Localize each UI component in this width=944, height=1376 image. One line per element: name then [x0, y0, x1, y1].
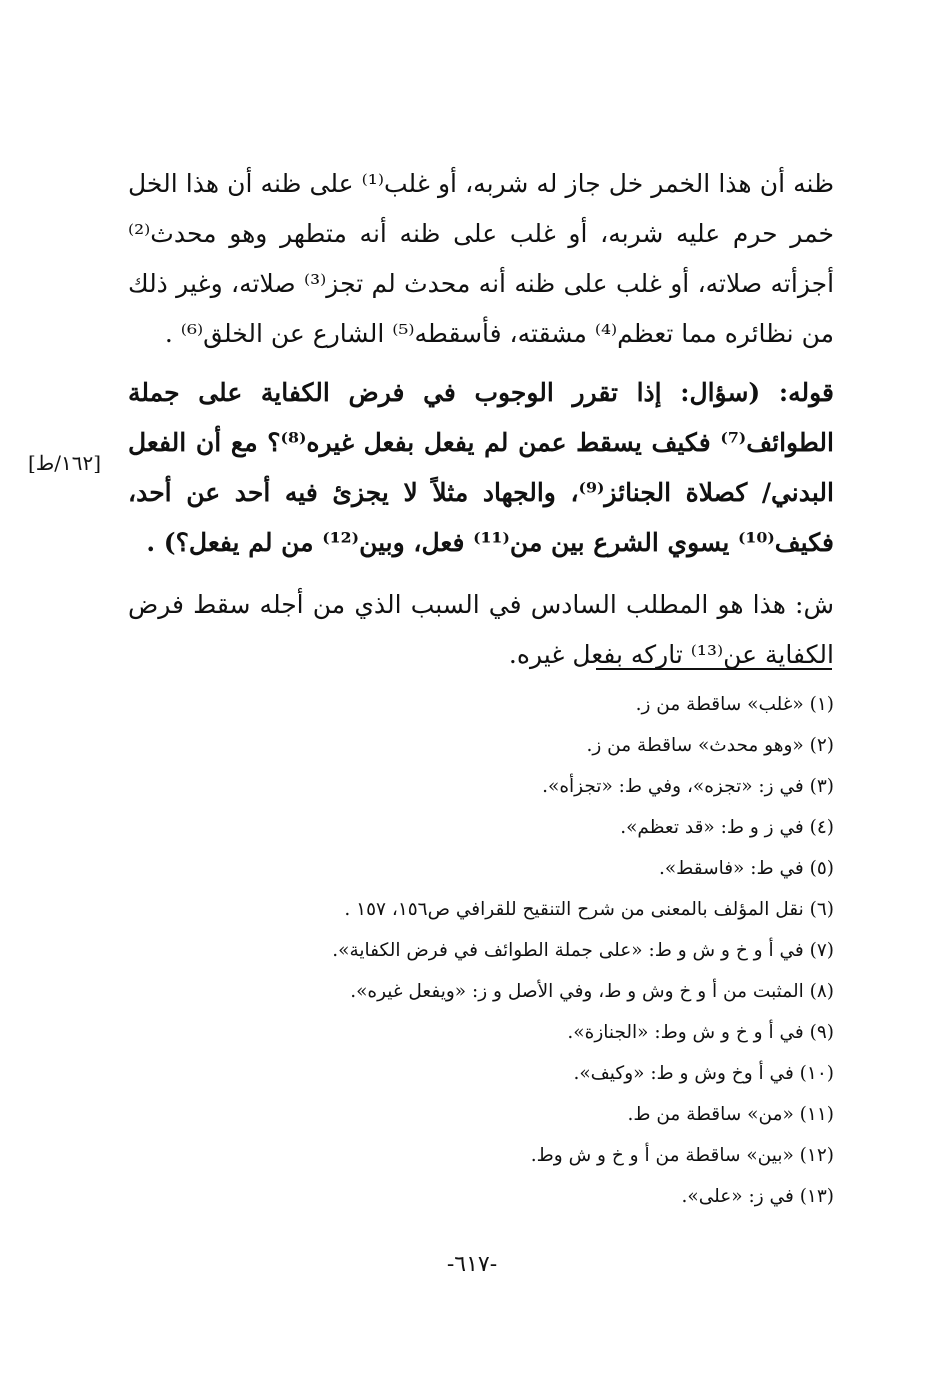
footnote-7: (٧) في أ و خ و ش و ط: «على جملة الطوائف في فرض الكفاية». [332, 940, 834, 961]
commentary-paragraph: ش: هذا هو المطلب السادس في السبب الذي من أجله سقط فرض الكفاية عن⁽¹³⁾ تاركه بفعل غيره. [128, 590, 834, 669]
footnote-2: (٢) «وهو محدث» ساقطة من ز. [586, 735, 834, 756]
footnote-10: (١٠) في أ وخ وش و ط: «وكيف». [573, 1063, 834, 1084]
footnotes-list [128, 684, 834, 1217]
footnote-13: (١٣) في ز: «على». [681, 1186, 834, 1207]
footnote-5: (٥) في ط: «فاسقط». [658, 858, 834, 879]
page-number: -٦١٧- [446, 1252, 498, 1277]
footnote-6: (٦) نقل المؤلف بالمعنى من شرح التنقيح للقرافي ص١٥٦، ١٥٧ . [344, 899, 834, 920]
quoted-question-paragraph: قوله: (سؤال: إذا تقرر الوجوب في فرض الكفاية على جملة الطوائف⁽⁷⁾ فكيف يسقط عمن لم يفعل بفعل غيره⁽⁸⁾؟ مع أن الفعل البدني/ كصلاة الجنائز⁽⁹⁾، والجهاد مثلاً لا يجزئ فيه أحد عن أحد، فكيف⁽¹⁰⁾ يسوي الشرع بين من⁽¹¹⁾ فعل، وبين⁽¹²⁾ من لم يفعل؟) . [128, 378, 834, 557]
margin-page-reference: [١٦٢/ط] [28, 451, 102, 475]
footnote-11: (١١) «من» ساقطة من ط. [627, 1104, 834, 1125]
footnote-9: (٩) في أ و خ و ش وط: «الجنازة». [567, 1022, 834, 1043]
footnote-3: (٣) في ز: «تجزه»، وفي ط: «تجزأه». [542, 776, 834, 797]
footnote-12: (١٢) «بين» ساقطة من أ و خ و ش وط. [530, 1145, 834, 1166]
footnote-1: (١) «غلب» ساقطة من ز. [635, 694, 834, 715]
footnote-8: (٨) المثبت من أ و خ وش و ط، وفي الأصل و ز: «ويفعل غيره». [350, 981, 834, 1002]
footnote-separator-line [596, 668, 832, 670]
main-paragraph-1: ظنه أن هذا الخمر خل جاز له شربه، أو غلب⁽¹⁾ على ظنه أن هذا الخل خمر حرم عليه شربه، أو غلب على ظنه أنه متطهر وهو محدث⁽²⁾ أجزأته صلاته، أو غلب على ظنه أنه محدث لم تجز⁽³⁾ صلاته، وغير ذلك من نظائره مما تعظم⁽⁴⁾ مشقته، فأسقطه⁽⁵⁾ الشارع عن الخلق⁽⁶⁾ . [128, 169, 835, 348]
footnote-4: (٤) في ز و ط: «قد تعظم». [620, 817, 834, 838]
